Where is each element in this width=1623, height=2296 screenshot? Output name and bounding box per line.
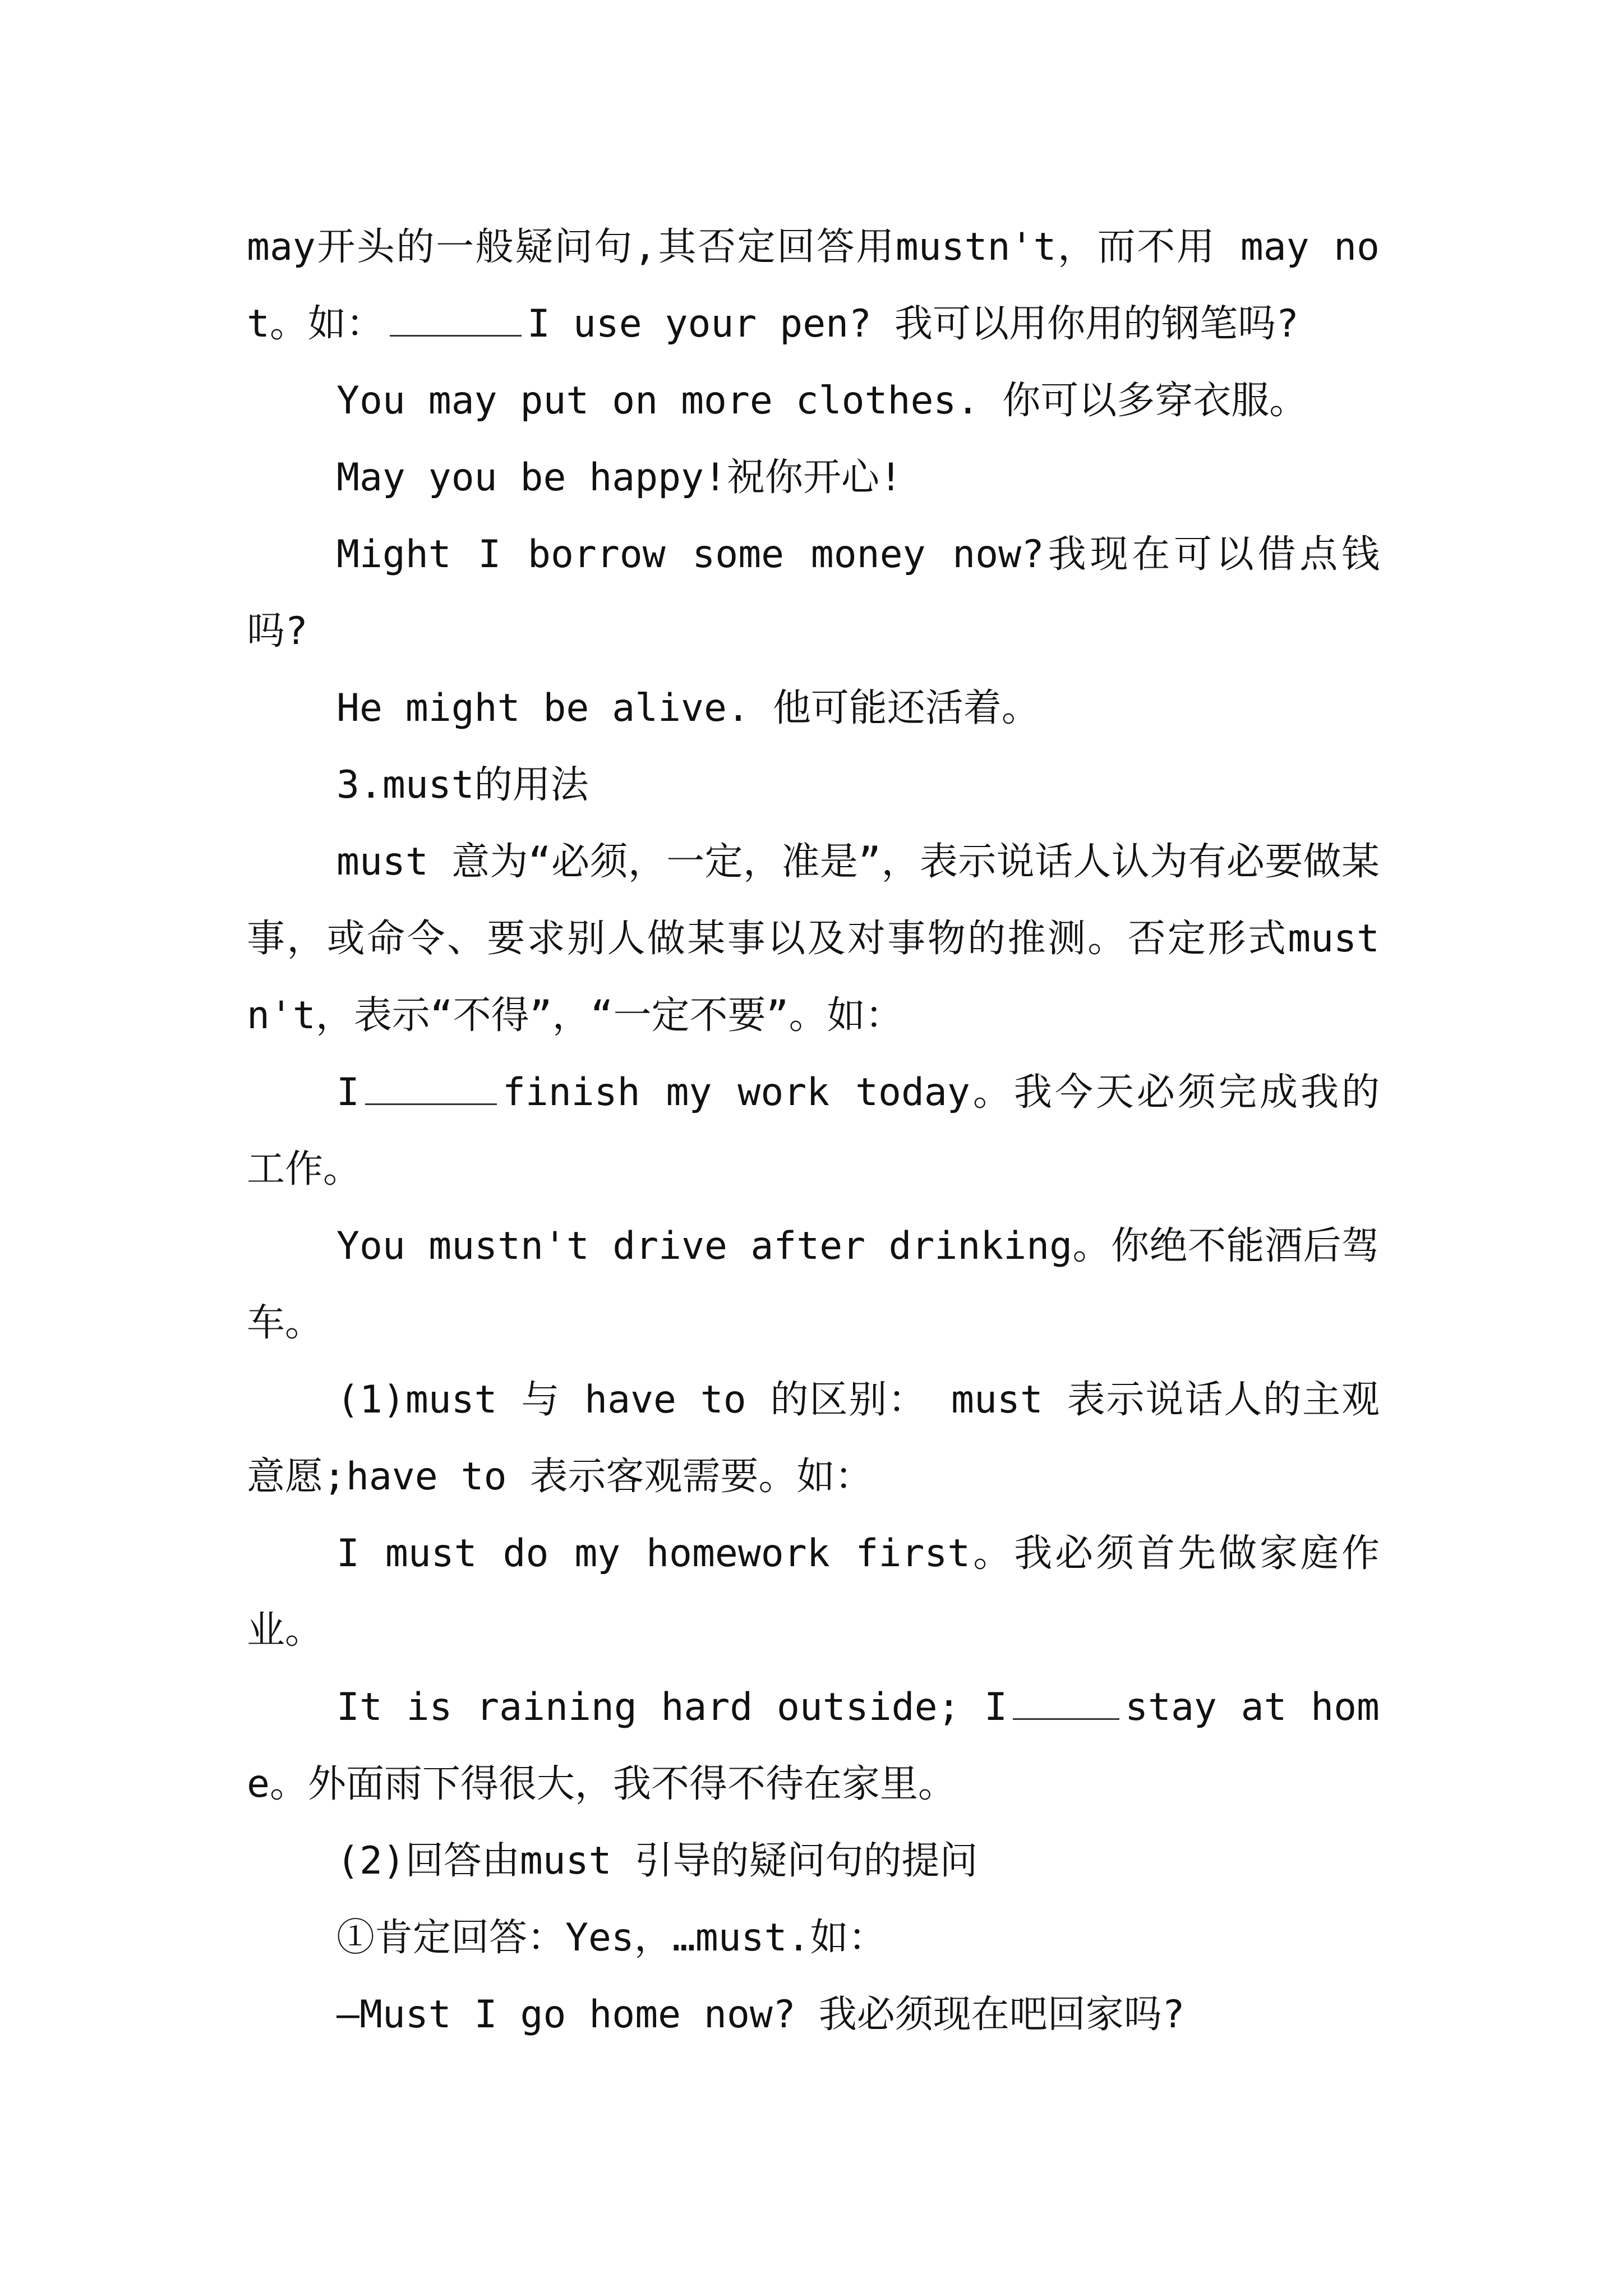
example-sentence: You mustn't drive after drinking。你绝不能酒后驾车。 bbox=[247, 1224, 1380, 1345]
text-segment: I use your pen? 我可以用你用的钢笔吗? bbox=[527, 302, 1299, 346]
text-segment: may开头的一般疑问句,其否定回答用mustn't，而不用 may not。如： bbox=[247, 225, 1380, 346]
text-segment: finish my work today。我今天必须完成我的工作。 bbox=[247, 1070, 1380, 1191]
section-heading: 3.must的用法 bbox=[336, 763, 589, 807]
sub-heading: ①肯定回答：Yes，…must.如： bbox=[336, 1916, 887, 1960]
example-sentence: He might be alive. 他可能还活着。 bbox=[336, 686, 1040, 730]
example-sentence: —Must I go home now? 我必须现在吧回家吗? bbox=[336, 1993, 1185, 2037]
text-segment: stay at home。外面雨下得很大，我不得不待在家里。 bbox=[247, 1685, 1380, 1806]
sub-heading: (2)回答由must 引导的疑问句的提问 bbox=[336, 1839, 978, 1883]
example-sentence bbox=[247, 1669, 1380, 1823]
fill-in-blank bbox=[1013, 1713, 1119, 1720]
text-segment: It is raining hard outside; I bbox=[336, 1685, 1008, 1729]
example-sentence: I must do my homework first。我必须首先做家庭作业。 bbox=[247, 1531, 1380, 1653]
fill-in-blank bbox=[390, 329, 522, 337]
document-body bbox=[247, 209, 1380, 2053]
fill-in-blank bbox=[365, 1098, 497, 1105]
example-sentence: You may put on more clothes. 你可以多穿衣服。 bbox=[336, 379, 1308, 423]
text-segment: I bbox=[336, 1070, 359, 1115]
paragraph-must-vs-have-to: (1)must 与 have to 的区别： must 表示说话人的主观意愿;have to 表示客观需要。如： bbox=[247, 1378, 1380, 1499]
paragraph-must-meaning: must 意为“必须，一定，准是”，表示说话人认为有必要做某事，或命令、要求别人做某事以及对事物的推测。否定形式mustn't，表示“不得”，“一定不要”。如： bbox=[247, 840, 1380, 1038]
example-sentence: May you be happy!祝你开心! bbox=[336, 455, 902, 500]
example-sentence: Might I borrow some money now?我现在可以借点钱吗? bbox=[247, 532, 1380, 654]
paragraph-may-negative-answer bbox=[247, 209, 1380, 362]
example-sentence bbox=[247, 1054, 1380, 1208]
